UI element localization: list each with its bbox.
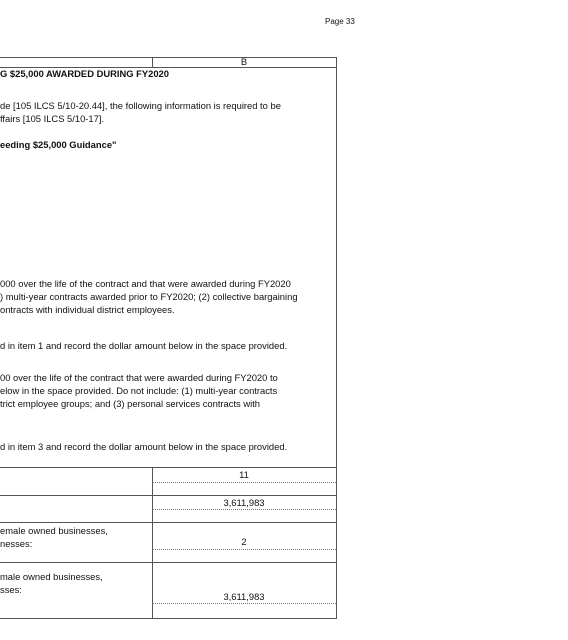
item1-line-1: 000 over the life of the contract and that were awarded during FY2020 <box>0 278 291 289</box>
item1-line-2: ) multi-year contracts awarded prior to FY2020; (2) collective bargaining <box>0 291 298 302</box>
row4-label-line-1: male owned businesses, <box>0 571 103 582</box>
row4-label-line-2: sses: <box>0 584 22 595</box>
value-cell-4[interactable]: 3,611,983 <box>223 591 265 602</box>
row3-label-line-2: nesses: <box>0 538 33 549</box>
value-cell-1[interactable]: 11 <box>239 469 249 480</box>
item1-line-3: ontracts with individual district employees. <box>0 304 175 315</box>
row3-label-line-1: emale owned businesses, <box>0 525 108 536</box>
value-cell-2[interactable]: 3,611,983 <box>223 497 265 508</box>
row3-dotted-line <box>152 549 336 550</box>
item2-line: d in item 1 and record the dollar amount below in the space provided. <box>0 340 288 351</box>
row4-top-border <box>0 562 336 563</box>
row2-top-border <box>0 495 336 496</box>
row1-dotted-line <box>152 482 336 483</box>
page-number: Page 33 <box>325 17 355 26</box>
row2-dotted-line <box>152 509 336 510</box>
item3-line-3: trict employee groups; and (3) personal services contracts with <box>0 398 261 409</box>
item3-line-1: 00 over the life of the contract that were awarded during FY2020 to <box>0 372 278 383</box>
column-b-header: B <box>240 56 248 67</box>
guidance-title: eeding $25,000 Guidance" <box>0 139 117 150</box>
row1-top-border <box>0 467 336 468</box>
item3-line-2: elow in the space provided. Do not include: (1) multi-year contracts <box>0 385 278 396</box>
value-cell-3[interactable]: 2 <box>241 536 247 547</box>
intro-line-1: de [105 ILCS 5/10-20.44], the following information is required to be <box>0 100 281 111</box>
row4-dotted-line <box>152 603 336 604</box>
item4-line: d in item 3 and record the dollar amount below in the space provided. <box>0 441 288 452</box>
intro-line-2: ffairs [105 ILCS 5/10-17]. <box>0 113 105 124</box>
section-title: G $25,000 AWARDED DURING FY2020 <box>0 68 169 79</box>
row3-top-border <box>0 522 336 523</box>
